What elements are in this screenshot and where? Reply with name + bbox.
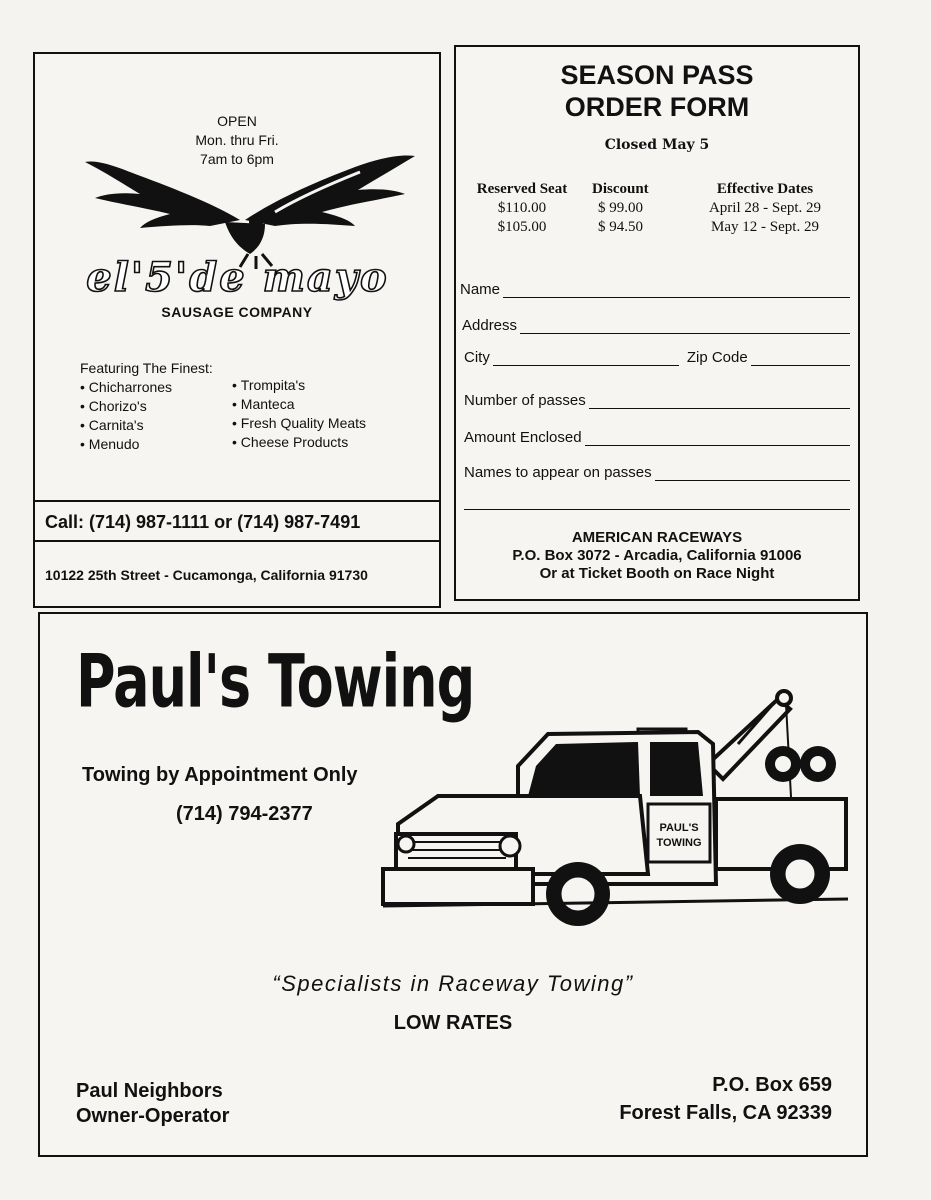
service-note: Towing by Appointment Only [82, 764, 358, 786]
towing-ad [38, 612, 868, 1157]
truck-door-label: PAUL'S [659, 822, 699, 834]
mailing-address: AMERICAN RACEWAYS P.O. Box 3072 - Arcadia, California 91006 Or at Ticket Booth on Race Night [512, 529, 802, 582]
season-pass-order-form [454, 45, 860, 601]
city-zip-row[interactable]: City Zip Code [464, 349, 850, 366]
eagle-icon [60, 142, 420, 272]
phone-numbers: Call: (714) 987-1111 or (714) 987-7491 [35, 500, 439, 542]
list-item: • Trompita's [232, 376, 366, 395]
list-item: • Chorizo's [80, 397, 172, 416]
city-field[interactable] [493, 353, 679, 366]
address-field[interactable]: Address [462, 317, 850, 334]
po-box-address: P.O. Box 659 Forest Falls, CA 92339 [619, 1074, 832, 1124]
zip-code-field[interactable] [751, 353, 850, 366]
featuring-label: Featuring The Finest: [80, 360, 213, 376]
list-item: • Fresh Quality Meats [232, 414, 366, 433]
amount-enclosed-field[interactable]: Amount Enclosed [464, 429, 850, 446]
business-hours: OPEN Mon. thru Fri. 7am to 6pm [195, 113, 279, 167]
slogan: “Specialists in Raceway Towing” [272, 971, 634, 996]
tow-truck-icon [378, 684, 854, 944]
product-list-left [80, 378, 172, 454]
street-address: 10122 25th Street - Cucamonga, California 91730 [45, 567, 368, 583]
number-of-passes-field[interactable]: Number of passes [464, 392, 850, 409]
list-item: • Cheese Products [232, 433, 366, 452]
name-field[interactable]: Name [460, 281, 850, 298]
phone-number: (714) 794-2377 [176, 803, 313, 825]
closing-date: Closed May 5 [604, 137, 710, 153]
page-title: SEASON PASS ORDER FORM [560, 60, 754, 122]
list-item: • Chicharrones [80, 378, 172, 397]
effective-dates-column: Effective Dates April 28 - Sept. 29 May 12 - Sept. 29 [708, 181, 822, 235]
brand-logo: el'5'de mayo [86, 254, 389, 301]
reserved-seat-column: Reserved Seat $110.00 $105.00 [476, 181, 568, 235]
names-on-passes-field[interactable]: Names to appear on passes [464, 464, 850, 481]
owner-name: Paul Neighbors Owner-Operator [76, 1080, 230, 1127]
company-name: Paul's Towing [76, 639, 475, 725]
names-extra-line[interactable] [464, 509, 850, 510]
low-rates-label: LOW RATES [393, 1012, 513, 1034]
discount-column: Discount $ 99.00 $ 94.50 [592, 181, 649, 235]
brand-subtitle: SAUSAGE COMPANY [161, 304, 313, 320]
list-item: • Manteca [232, 395, 366, 414]
list-item: • Menudo [80, 435, 172, 454]
list-item: • Carnita's [80, 416, 172, 435]
product-list-right [232, 376, 366, 452]
truck-door-label: TOWING [656, 837, 702, 849]
sausage-company-ad [33, 52, 441, 608]
